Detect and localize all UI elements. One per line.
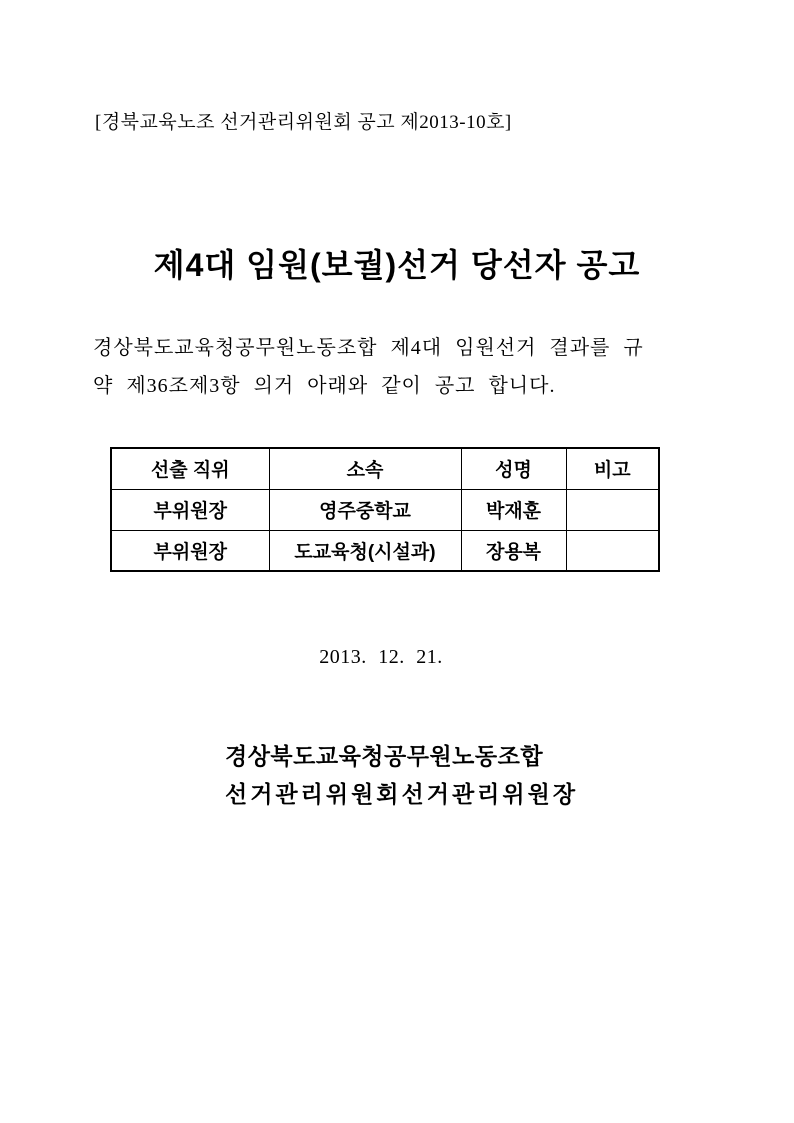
table-cell-note — [566, 530, 659, 571]
signature-block — [225, 738, 578, 814]
table-cell-affiliation: 도교육청(시설과) — [269, 530, 461, 571]
table-header-name: 성명 — [461, 448, 566, 489]
table-row — [111, 530, 659, 571]
table-cell-affiliation: 영주중학교 — [269, 489, 461, 530]
table-cell-position: 부위원장 — [111, 530, 269, 571]
table-header-position: 선출 직위 — [111, 448, 269, 489]
table-header-row — [111, 448, 659, 489]
table-header-affiliation: 소속 — [269, 448, 461, 489]
results-table — [110, 447, 660, 572]
table-header-note: 비고 — [566, 448, 659, 489]
table-cell-position: 부위원장 — [111, 489, 269, 530]
body-line-2: 약 제36조제3항 의거 아래와 같이 공고 합니다. — [93, 375, 556, 397]
document-title: 제4대 임원(보궐)선거 당선자 공고 — [153, 247, 641, 283]
table-cell-name: 박재훈 — [461, 489, 566, 530]
table-cell-name: 장용복 — [461, 530, 566, 571]
table-row — [111, 489, 659, 530]
body-paragraph — [93, 329, 678, 405]
document-date: 2013. 12. 21. — [319, 646, 443, 668]
signature-role: 선거관리위원회선거관리위원장 — [225, 782, 579, 807]
signature-organization: 경상북도교육청공무원노동조합 — [225, 744, 544, 769]
table-cell-note — [566, 489, 659, 530]
notice-number: [경북교육노조 선거관리위원회 공고 제2013-10호] — [95, 112, 512, 133]
body-line-1: 경상북도교육청공무원노동조합 제4대 임원선거 결과를 규 — [93, 337, 644, 359]
